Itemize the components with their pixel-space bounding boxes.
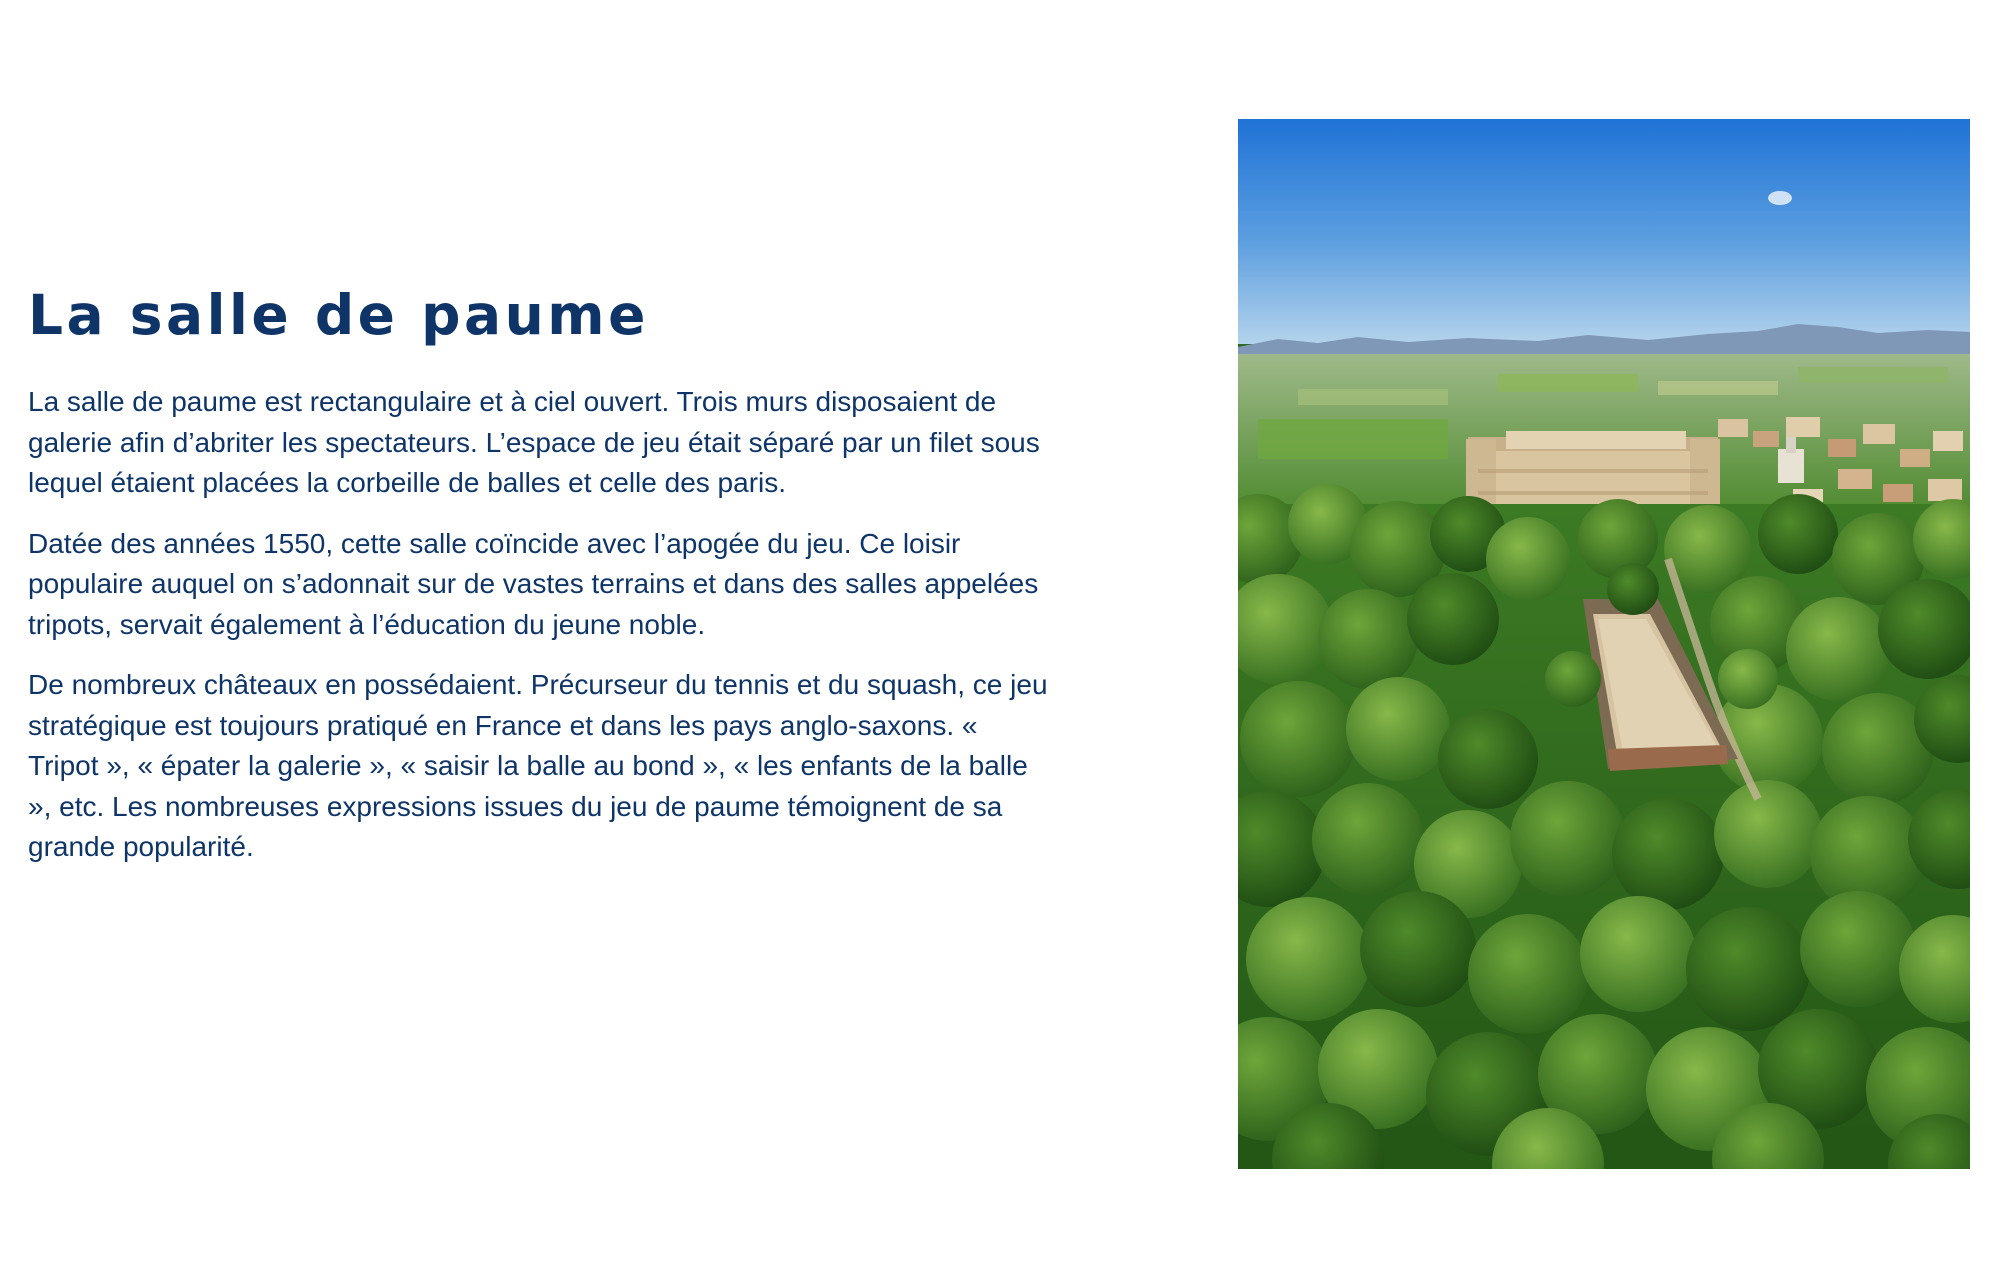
paragraph-legacy: De nombreux châteaux en possédaient. Précurseur du tennis et du squash, ce jeu stratégique est toujours pratiqué en France et dans les pays anglo-saxons. « Tripot », « épater la galerie », « saisir la balle au bond », « les enfants de la balle », etc. Les nombreuses expressions issues du jeu de paume témoignent de sa grande popularité. <box>28 669 1048 862</box>
paragraph-history: Datée des années 1550, cette salle coïncide avec l’apogée du jeu. Ce loisir populaire auquel on s’adonnait sur de vastes terrains et dans des salles appelées tripots, servait également à l’éducation du jeune noble. <box>28 527 1039 640</box>
aerial-photo <box>1238 119 1970 1169</box>
aerial-photo-illustration <box>1238 119 1970 1169</box>
page-title: La salle de paume <box>28 283 649 347</box>
sky <box>1238 119 1970 344</box>
paragraph-description: La salle de paume est rectangulaire et à ciel ouvert. Trois murs disposaient de galerie afin d’abriter les spectateurs. L’espace de jeu était séparé par un filet sous lequel étaient placées la corbeille de balles et celle des paris. <box>28 386 1040 498</box>
cloud <box>1768 191 1792 205</box>
text-column <box>28 282 1048 888</box>
